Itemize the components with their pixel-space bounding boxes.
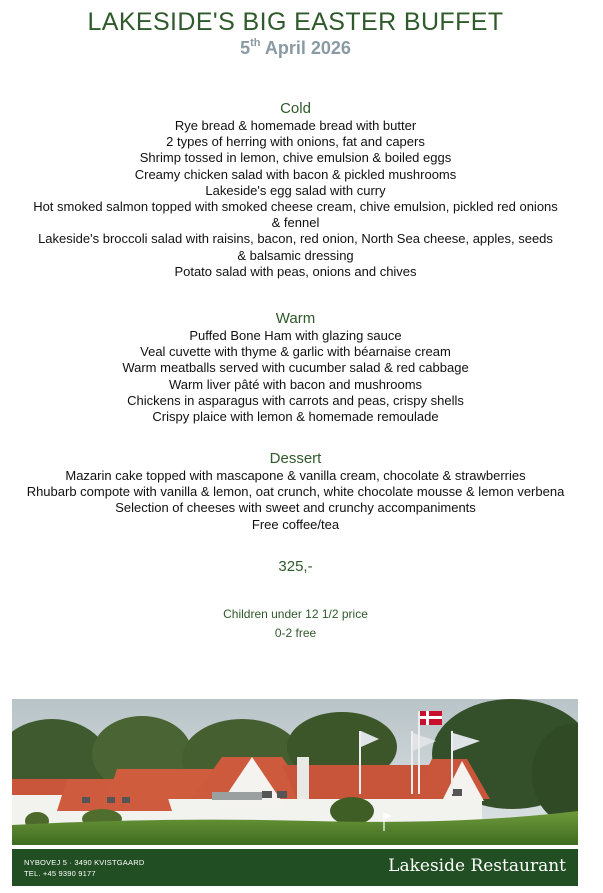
menu-item: & balsamic dressing xyxy=(237,247,354,263)
menu-item: Mazarin cake topped with mascapone & vanilla cream, chocolate & strawberries xyxy=(65,468,526,483)
menu-item: Crispy plaice with lemon & homemade remoulade xyxy=(152,409,439,425)
buffet-price: 325,- xyxy=(278,558,313,575)
menu-item: Creamy chicken salad with bacon & pickled mushrooms xyxy=(134,166,457,182)
section-cold xyxy=(0,100,591,280)
menu-item: Chickens in asparagus with carrots and peas, crispy shells xyxy=(127,392,464,408)
menu-item: & fennel xyxy=(271,215,320,231)
section-warm xyxy=(0,310,591,425)
infant-free-note: 0-2 free xyxy=(274,626,317,640)
menu-item: Rhubarb compote with vanilla & lemon, oat crunch, white chocolate mousse & lemon verbena xyxy=(26,484,565,500)
menu-item: Lakeside's egg salad with curry xyxy=(205,182,386,198)
date-rest: April 2026 xyxy=(260,38,351,58)
footer-address xyxy=(24,857,144,879)
section-heading: Dessert xyxy=(269,450,322,467)
brand-logo-text: Lakeside Restaurant xyxy=(388,856,566,876)
restaurant-photo xyxy=(12,699,578,845)
date-day: 5 xyxy=(240,38,251,58)
menu-item: Lakeside's broccoli salad with raisins, bacon, red onion, North Sea cheese, apples, seeds xyxy=(38,231,553,247)
menu-title: LAKESIDE'S BIG EASTER BUFFET xyxy=(87,8,504,36)
menu-item: Selection of cheeses with sweet and crunchy accompaniments xyxy=(115,500,476,516)
menu-item: Hot smoked salmon topped with smoked cheese cream, chive emulsion, pickled red onions xyxy=(33,199,558,215)
menu-item: Potato salad with peas, onions and chives xyxy=(174,263,417,279)
section-heading: Cold xyxy=(280,100,311,117)
menu-item: Rye bread & homemade bread with butter xyxy=(174,118,417,133)
footer-bar xyxy=(12,849,578,886)
date-suffix: th xyxy=(250,37,261,49)
phone-line: TEL. +45 9390 9177 xyxy=(24,869,96,878)
section-heading: Warm xyxy=(275,310,316,327)
menu-item: Veal cuvette with thyme & garlic with béarnaise cream xyxy=(140,344,451,360)
section-dessert xyxy=(0,450,591,533)
menu-item: Shrimp tossed in lemon, chive emulsion & boiled eggs xyxy=(139,150,452,166)
menu-item: 2 types of herring with onions, fat and capers xyxy=(166,134,425,150)
menu-item: Warm meatballs served with cucumber salad & red cabbage xyxy=(122,360,469,376)
event-date xyxy=(0,38,591,59)
menu-item: Free coffee/tea xyxy=(251,516,340,532)
children-price-note: Children under 12 1/2 price xyxy=(223,607,368,621)
restaurant-building-illustration xyxy=(12,699,578,845)
menu-item: Puffed Bone Ham with glazing sauce xyxy=(189,328,402,343)
menu-item: Warm liver pâté with bacon and mushrooms xyxy=(168,376,423,392)
address-line: NYBOVEJ 5 · 3490 KVISTGAARD xyxy=(24,858,145,867)
